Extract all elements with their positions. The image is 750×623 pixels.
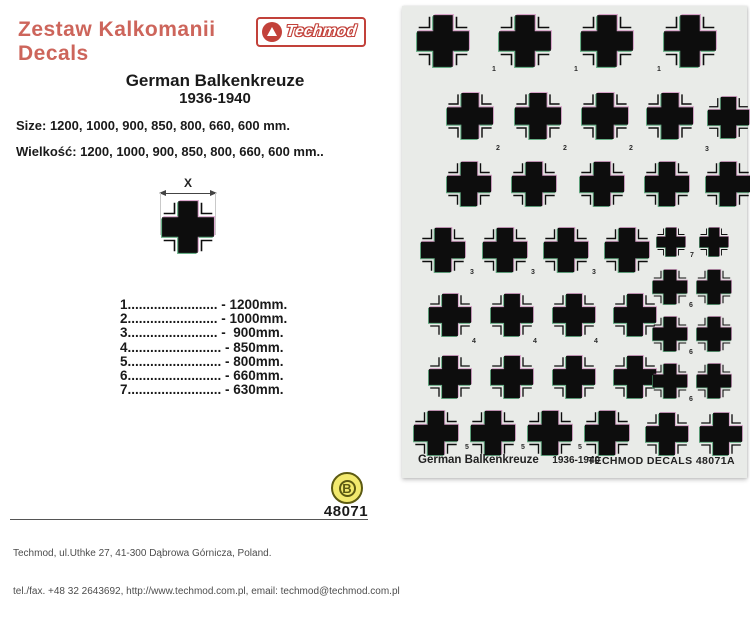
- balkenkreuz-decal: [645, 412, 689, 456]
- balkenkreuz-decal: [552, 355, 596, 399]
- decal-number-label: 6: [689, 302, 693, 309]
- decal-number-label: 5: [465, 444, 469, 451]
- size-list-item: 2........................ - 1000mm.: [120, 311, 288, 327]
- balkenkreuz-decal: [705, 161, 750, 207]
- balkenkreuz-decal: [604, 227, 650, 273]
- balkenkreuz-decal: [416, 14, 470, 68]
- decal-number-label: 2: [563, 145, 567, 152]
- balkenkreuz-decal: [552, 293, 596, 337]
- size-list-item: 6......................... - 660mm.: [120, 368, 284, 384]
- techmod-logo-icon: [262, 22, 282, 42]
- address-line2: tel./fax. +48 32 2643692, http://www.techmod.com.pl, email: techmod@techmod.com.pl: [13, 585, 400, 597]
- balkenkreuz-decal: [613, 355, 657, 399]
- decal-number-label: 4: [472, 338, 476, 345]
- dimension-arrow: [160, 193, 216, 194]
- brand-header-line1: Zestaw Kalkomanii: [18, 18, 216, 41]
- page-title-line2: 1936-1940: [179, 90, 251, 107]
- decal-sheet-brand-text: TECHMOD DECALS 48071A: [587, 455, 735, 467]
- balkenkreuz-decal: [514, 92, 562, 140]
- balkenkreuz-decal: [652, 269, 688, 305]
- balkenkreuz-decal: [490, 293, 534, 337]
- balkenkreuz-decal: [696, 316, 732, 352]
- decal-number-label: 3: [592, 269, 596, 276]
- balkenkreuz-decal: [696, 269, 732, 305]
- balkenkreuz-decal: [663, 14, 717, 68]
- decal-sheet-caption: [418, 450, 600, 468]
- balkenkreuz-example: [161, 200, 215, 254]
- balkenkreuz-decal: [498, 14, 552, 68]
- balkenkreuz-decal: [699, 227, 729, 257]
- decal-sheet: [402, 6, 747, 478]
- guide-line-right: [215, 193, 216, 235]
- dimension-diagram: [152, 178, 224, 274]
- decal-number-label: 5: [578, 444, 582, 451]
- size-list-item: 5......................... - 800mm.: [120, 353, 284, 369]
- dimension-label: X: [183, 176, 192, 190]
- balkenkreuz-decal: [696, 363, 732, 399]
- size-line-en: Size: 1200, 1000, 900, 850, 800, 660, 600 mm.: [16, 118, 290, 133]
- balkenkreuz-decal: [613, 293, 657, 337]
- balkenkreuz-decal: [580, 14, 634, 68]
- balkenkreuz-decal: [656, 227, 686, 257]
- decal-number-label: 2: [496, 145, 500, 152]
- balkenkreuz-decal: [511, 161, 557, 207]
- size-list: [120, 298, 287, 397]
- techmod-logo-text: Techmod: [284, 23, 358, 40]
- b-badge: [331, 472, 363, 504]
- brand-header-line2: Decals: [18, 42, 89, 65]
- page-title: [40, 72, 390, 107]
- decal-sheet-caption-title: German Balkenkreuze: [418, 454, 539, 466]
- balkenkreuz-decal: [707, 96, 750, 139]
- balkenkreuz-decal: [581, 92, 629, 140]
- balkenkreuz-decal: [652, 363, 688, 399]
- balkenkreuz-decal: [420, 227, 466, 273]
- b-badge-letter: B: [339, 480, 356, 497]
- address-block: [13, 523, 400, 623]
- size-list-item: 3........................ - 900mm.: [120, 325, 284, 341]
- decal-number-label: 6: [689, 396, 693, 403]
- decal-number-label: 5: [521, 444, 525, 451]
- decal-number-label: 3: [470, 269, 474, 276]
- size-line-pl: Wielkość: 1200, 1000, 900, 850, 800, 660, 600 mm..: [16, 144, 324, 159]
- decal-number-label: 7: [690, 252, 694, 259]
- balkenkreuz-decal: [646, 92, 694, 140]
- decal-number-label: 1: [657, 66, 661, 73]
- balkenkreuz-decal: [428, 355, 472, 399]
- balkenkreuz-decal: [446, 161, 492, 207]
- footer-divider: [10, 519, 368, 520]
- balkenkreuz-decal: [543, 227, 589, 273]
- decal-number-label: 2: [629, 145, 633, 152]
- balkenkreuz-decal: [446, 92, 494, 140]
- decal-number-label: 1: [574, 66, 578, 73]
- size-list-item: 7......................... - 630mm.: [120, 382, 284, 398]
- balkenkreuz-decal: [579, 161, 625, 207]
- balkenkreuz-decal: [490, 355, 534, 399]
- page-title-line1: German Balkenkreuze: [125, 71, 305, 90]
- decal-sheet-caption-years: 1936-1940: [552, 455, 601, 466]
- catalog-number: 48071: [323, 503, 369, 520]
- decal-number-label: 6: [689, 349, 693, 356]
- techmod-logo: [256, 17, 366, 47]
- decal-number-label: 4: [594, 338, 598, 345]
- balkenkreuz-decal: [482, 227, 528, 273]
- size-list-item: 4......................... - 850mm.: [120, 339, 284, 355]
- decal-number-label: 4: [533, 338, 537, 345]
- decal-number-label: 1: [492, 66, 496, 73]
- balkenkreuz-decal: [652, 316, 688, 352]
- brand-header: [18, 18, 216, 66]
- balkenkreuz-decal: [428, 293, 472, 337]
- decal-number-label: 3: [705, 146, 709, 153]
- balkenkreuz-decal: [644, 161, 690, 207]
- address-line1: Techmod, ul.Uthke 27, 41-300 Dąbrowa Górnicza, Poland.: [13, 548, 272, 559]
- decal-number-label: 3: [531, 269, 535, 276]
- size-list-item: 1........................ - 1200mm.: [120, 297, 288, 312]
- balkenkreuz-decal: [699, 412, 743, 456]
